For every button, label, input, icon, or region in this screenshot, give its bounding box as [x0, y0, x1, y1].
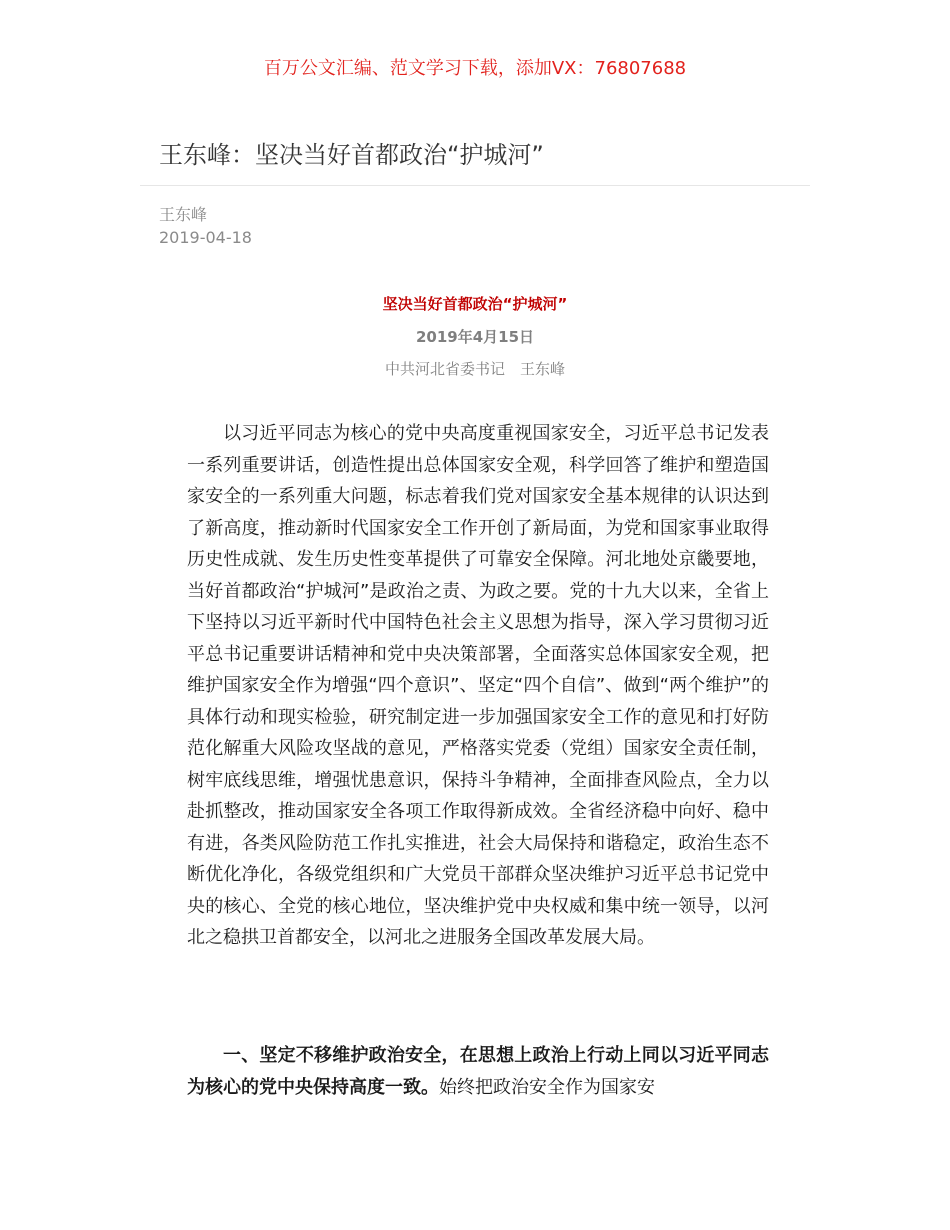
body-paragraph-2 [187, 1040, 769, 1103]
body-paragraph-1: 以习近平同志为核心的党中央高度重视国家安全，习近平总书记发表一系列重要讲话，创造性提出总体国家安全观，科学回答了维护和塑造国家安全的一系列重大问题，标志着我们党对国家安全基本规律的认识达到了新高度，推动新时代国家安全工作开创了新局面，为党和国家事业取得历史性成就、发生历史性变革提供了可靠安全保障。河北地处京畿要地，当好首都政治“护城河”是政治之责、为政之要。党的十九大以来，全省上下坚持以习近平新时代中国特色社会主义思想为指导，深入学习贯彻习近平总书记重要讲话精神和党中央决策部署，全面落实总体国家安全观，把维护国家安全作为增强“四个意识”、坚定“四个自信”、做到“两个维护”的具体行动和现实检验，研究制定进一步加强国家安全工作的意见和打好防范化解重大风险攻坚战的意见，严格落实党委（党组）国家安全责任制，树牢底线思维，增强忧患意识，保持斗争精神，全面排查风险点，全力以赴抓整改，推动国家安全各项工作取得新成效。全省经济稳中向好、稳中有进，各类风险防范工作扎实推进，社会大局保持和谐稳定，政治生态不断优化净化，各级党组织和广大党员干部群众坚决维护习近平总书记党中央的核心、全党的核心地位，坚决维护党中央权威和集中统一领导，以河北之稳拱卫首都安全，以河北之进服务全国改革发展大局。 [187, 423, 769, 948]
section-heading: 一、坚定不移维护政治安全，在思想上政治上行动上同以习近平同志为核心的党中央保持高度一致。 [187, 1045, 769, 1098]
content-date: 2019年4月15日 [415, 328, 535, 346]
content-byline: 中共河北省委书记 王东峰 [384, 360, 565, 378]
section-text: 始终把政治安全作为国家安 [439, 1076, 655, 1098]
article-author: 王东峰 [159, 205, 208, 224]
watermark-text: 百万公文汇编、范文学习下载，添加VX：76807688 [263, 58, 687, 79]
article-title: 王东峰：坚决当好首都政治“护城河” [159, 141, 544, 169]
content-title: 坚决当好首都政治“护城河” [382, 295, 568, 313]
article-date: 2019-04-18 [159, 228, 252, 247]
title-divider [140, 185, 810, 186]
